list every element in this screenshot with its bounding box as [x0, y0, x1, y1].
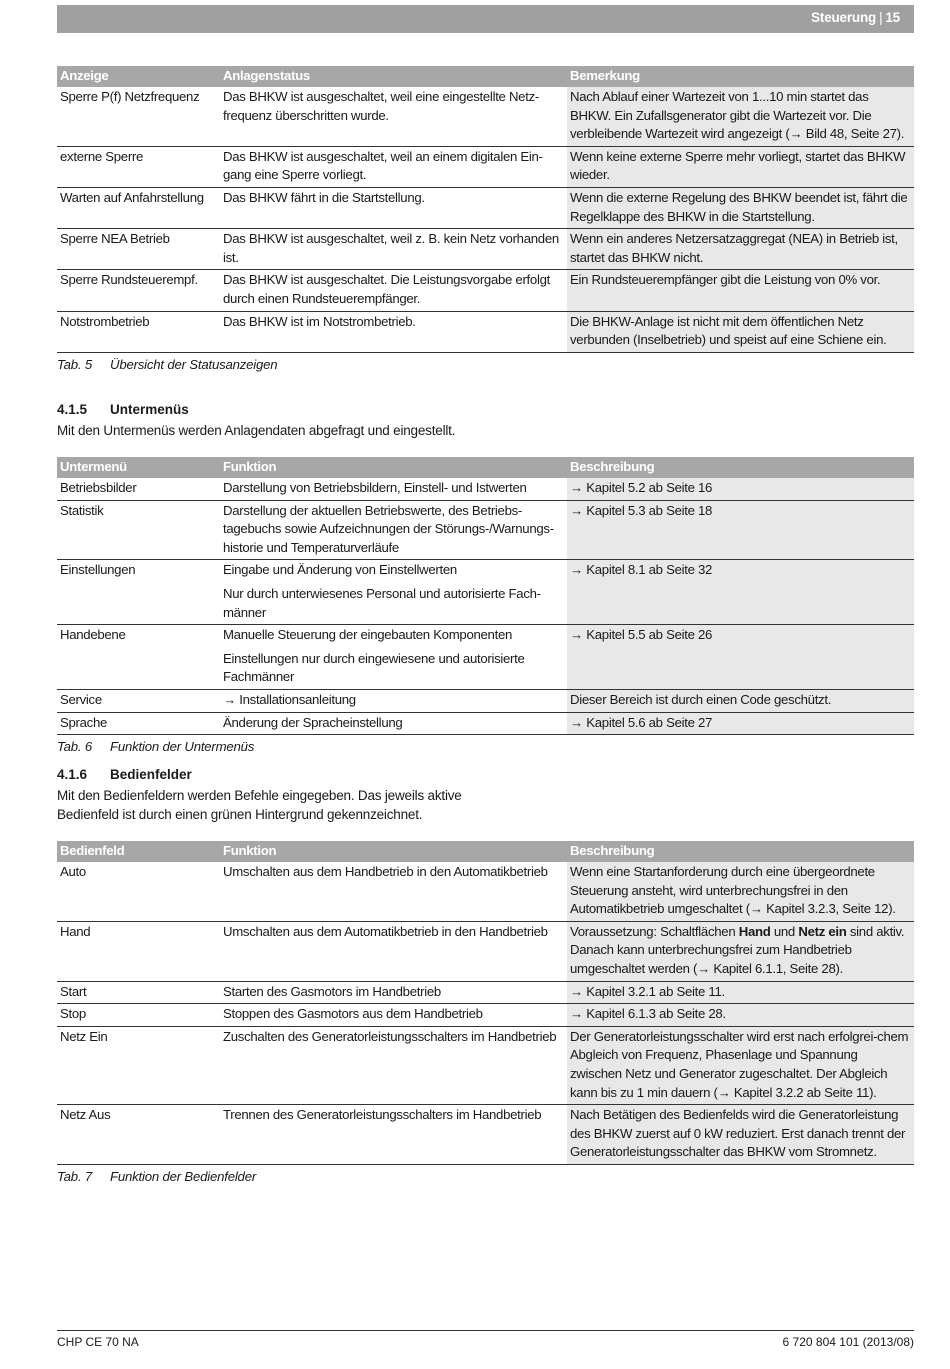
table-cell [567, 187, 914, 228]
footer-doc-number: 6 720 804 101 (2013/08) [782, 1335, 914, 1349]
section-text [57, 787, 914, 824]
table-row [57, 146, 914, 187]
submenu-table [57, 457, 914, 735]
cell-paragraph: → Kapitel 8.1 ab Seite 32 [570, 562, 713, 578]
section-415 [57, 402, 914, 441]
section-heading [57, 402, 914, 417]
cell-paragraph: Stoppen des Gasmotors aus dem Handbetrieb [223, 1006, 483, 1022]
header-separator: | [879, 10, 883, 25]
table-cell [220, 921, 567, 981]
caption-text: Funktion der Bedienfelder [110, 1168, 257, 1184]
table-cell: Statistik [57, 500, 220, 560]
table-caption [57, 739, 914, 754]
table-cell: Netz Aus [57, 1105, 220, 1165]
table-row [57, 87, 914, 146]
page-header-bar [57, 5, 914, 33]
table7-block [57, 841, 914, 1184]
cell-paragraph: Wenn keine externe Sperre mehr vorliegt, startet das BHKW wieder. [570, 148, 906, 183]
caption-number: Tab. 6 [57, 739, 92, 755]
table-cell: Betriebsbilder [57, 478, 220, 500]
cell-paragraph: Das BHKW fährt in die Startstellung. [223, 189, 425, 205]
table-cell: Auto [57, 862, 220, 921]
cell-paragraph: → Kapitel 5.6 ab Seite 27 [570, 714, 713, 730]
table-cell [220, 500, 567, 560]
section-416 [57, 767, 914, 824]
section-heading [57, 767, 914, 782]
table-cell: Handebene [57, 625, 220, 690]
table-cell: Sprache [57, 712, 220, 735]
section-text-line: Mit den Bedienfeldern werden Befehle eingegeben. Das jeweils aktive [57, 788, 462, 803]
table-cell [220, 146, 567, 187]
table-row [57, 689, 914, 712]
control-panel-table [57, 841, 914, 1165]
table-cell [567, 689, 914, 712]
table-cell [220, 1105, 567, 1165]
table-cell: Warten auf Anfahrstellung [57, 187, 220, 228]
footer-product: CHP CE 70 NA [57, 1335, 139, 1349]
cell-paragraph: Ein Rundsteuerempfänger gibt die Leistung von 0% vor. [570, 272, 881, 288]
table-row [57, 270, 914, 311]
table-cell: Sperre P(f) Netzfrequenz [57, 87, 220, 146]
table-cell [220, 1026, 567, 1104]
table-cell [220, 981, 567, 1004]
table-row [57, 500, 914, 560]
table-cell [567, 1105, 914, 1165]
table-row [57, 478, 914, 500]
table-cell: Notstrombetrieb [57, 311, 220, 352]
table-cell: externe Sperre [57, 146, 220, 187]
cell-paragraph: Eingabe und Änderung von Einstellwerten [223, 562, 457, 578]
table-header-cell: Anlagenstatus [220, 66, 567, 87]
table-cell [567, 862, 914, 921]
table-cell [220, 229, 567, 270]
page-header-text [811, 10, 900, 25]
table-header-cell: Funktion [220, 457, 567, 478]
text-span: und [770, 923, 799, 939]
table-cell: Stop [57, 1004, 220, 1027]
cell-paragraph: Das BHKW ist ausgeschaltet, weil eine eingestellte Netz-frequenz überschritten wurde. [223, 89, 539, 123]
table-row [57, 862, 914, 921]
cell-paragraph: Darstellung von Betriebsbildern, Einstell- und Istwerten [223, 480, 527, 495]
table-cell [220, 712, 567, 735]
table-cell [567, 229, 914, 270]
table-cell: Hand [57, 921, 220, 981]
table-header-row [57, 66, 914, 87]
table-header-cell: Beschreibung [567, 841, 914, 862]
table-cell: Sperre NEA Betrieb [57, 229, 220, 270]
table-cell [220, 478, 567, 500]
table-cell [567, 1004, 914, 1027]
cell-paragraph: Nur durch unterwiesenes Personal und autorisierte Fach-männer [223, 585, 541, 620]
table-cell [567, 625, 914, 690]
table-header-cell: Funktion [220, 841, 567, 862]
section-text: Mit den Untermenüs werden Anlagendaten abgefragt und eingestellt. [57, 423, 456, 438]
cell-paragraph: → Installationsanleitung [223, 691, 356, 707]
table-cell [567, 1026, 914, 1104]
cell-paragraph: Nach Ablauf einer Wartezeit von 1...10 min startet das BHKW. Ein Zufallsgenerator gibt die Wartezeit vor. Die verbleibende Wartezeit wird angezeigt (→ Bild 48, Seite 27). [570, 89, 905, 142]
table-cell [220, 689, 567, 712]
table-row [57, 981, 914, 1004]
cell-paragraph: Einstellungen nur durch eingewiesene und autorisierte Fachmänner [223, 650, 525, 685]
table-header-row [57, 457, 914, 478]
cell-paragraph: Zuschalten des Generatorleistungsschalters im Handbetrieb [223, 1028, 557, 1044]
table-header-cell: Anzeige [57, 66, 220, 87]
footer-divider [57, 1330, 914, 1331]
section-number: 4.1.6 [57, 767, 88, 782]
bold-term: Hand [738, 923, 771, 939]
table-row [57, 921, 914, 981]
table-caption [57, 357, 914, 372]
cell-paragraph: Darstellung der aktuellen Betriebswerte, des Betriebs-tagebuchs sowie Aufzeichnungen der Störungs-/Warnungs-historie und Temperaturverläufe [223, 502, 554, 555]
table-row [57, 625, 914, 690]
table-cell [567, 500, 914, 560]
status-table [57, 66, 914, 353]
table-cell: Netz Ein [57, 1026, 220, 1104]
table-cell [567, 270, 914, 311]
table-cell [220, 311, 567, 352]
table-cell [220, 862, 567, 921]
cell-paragraph: Die BHKW-Anlage ist nicht mit dem öffentlichen Netz verbunden (Inselbetrieb) und speist auf eine Schiene ein. [570, 313, 887, 348]
cell-paragraph: → Kapitel 5.2 ab Seite 16 [570, 480, 713, 495]
cell-paragraph: Wenn eine Startanforderung durch eine übergeordnete Steuerung ansteht, wird unterbrechungsfrei in den Automatikbetrieb umgeschaltet (→ Kapitel 3.2.3, Seite 12). [570, 864, 896, 917]
cell-paragraph: Der Generatorleistungsschalter wird erst nach erfolgrei-chem Abgleich von Frequenz, Phasenlage und Spannung zwischen Netz und Generator zugeschaltet. Der Abgleich kann bis zu 1 min dauern (→ Kapitel 3.2.2 ab Seite 11). [570, 1028, 909, 1100]
table-cell [567, 311, 914, 352]
cell-paragraph: Starten des Gasmotors im Handbetrieb [223, 983, 441, 999]
section-title: Untermenüs [110, 402, 189, 417]
text-span: Voraussetzung: Schaltflächen [570, 923, 739, 939]
table-row [57, 1004, 914, 1027]
table-cell [567, 981, 914, 1004]
cell-paragraph: Wenn ein anderes Netzersatzaggregat (NEA) in Betrieb ist, startet das BHKW nicht. [570, 231, 898, 265]
table-caption [57, 1169, 914, 1184]
table-header-row [57, 841, 914, 862]
table-cell [220, 1004, 567, 1027]
table-cell [567, 560, 914, 625]
cell-paragraph: → Kapitel 6.1.3 ab Seite 28. [570, 1006, 726, 1022]
cell-paragraph: → Kapitel 5.5 ab Seite 26 [570, 627, 713, 643]
table-cell: Einstellungen [57, 560, 220, 625]
table-header-cell: Bemerkung [567, 66, 914, 87]
table-cell [567, 87, 914, 146]
table-cell [220, 187, 567, 228]
cell-paragraph: Umschalten aus dem Automatikbetrieb in den Handbetrieb [223, 923, 548, 939]
table-cell [567, 712, 914, 735]
cell-paragraph: Das BHKW ist ausgeschaltet. Die Leistungsvorgabe erfolgt durch einen Rundsteuerempfänger. [223, 272, 550, 306]
table-header-cell: Bedienfeld [57, 841, 220, 862]
cell-paragraph: Manuelle Steuerung der eingebauten Komponenten [223, 627, 513, 643]
table-cell: Start [57, 981, 220, 1004]
section-number: 4.1.5 [57, 402, 88, 417]
cell-paragraph: Umschalten aus dem Handbetrieb in den Automatikbetrieb [223, 864, 548, 879]
table-cell: Service [57, 689, 220, 712]
table-cell [220, 87, 567, 146]
table-row [57, 229, 914, 270]
cell-paragraph: → Kapitel 3.2.1 ab Seite 11. [570, 983, 725, 999]
cell-paragraph: Nach Betätigen des Bedienfelds wird die Generatorleistung des BHKW zuerst auf 0 kW reduziert. Erst danach trennt der Generatorleistungsschalter das BHKW vom Stromnetz. [570, 1107, 906, 1160]
table-cell [567, 921, 914, 981]
bold-term: Netz ein [798, 923, 847, 939]
text-span: sind aktiv. Danach kann unterbrechungsfrei zum Handbetrieb umgeschaltet werden (→ Kapitel 6.1.1, Seite 28). [570, 923, 905, 976]
cell-paragraph: Das BHKW ist ausgeschaltet, weil an einem digitalen Ein-gang eine Sperre vorliegt. [223, 148, 543, 183]
table-cell [220, 625, 567, 690]
table-row [57, 1026, 914, 1104]
caption-number: Tab. 5 [57, 356, 92, 372]
table-cell [567, 146, 914, 187]
caption-number: Tab. 7 [57, 1168, 92, 1184]
cell-paragraph: Dieser Bereich ist durch einen Code geschützt. [570, 691, 832, 707]
table-cell [220, 270, 567, 311]
table-cell [220, 560, 567, 625]
table-row [57, 187, 914, 228]
cell-paragraph [570, 923, 911, 979]
cell-paragraph: Das BHKW ist ausgeschaltet, weil z. B. kein Netz vorhanden ist. [223, 231, 559, 265]
cell-paragraph: → Kapitel 5.3 ab Seite 18 [570, 502, 713, 518]
table-row [57, 1105, 914, 1165]
section-text-line: Bedienfeld ist durch einen grünen Hintergrund gekennzeichnet. [57, 806, 423, 822]
header-page-number: 15 [885, 10, 900, 25]
caption-text: Funktion der Untermenüs [110, 739, 255, 755]
table-header-cell: Beschreibung [567, 457, 914, 478]
table-cell [567, 478, 914, 500]
table-header-cell: Untermenü [57, 457, 220, 478]
section-title: Bedienfelder [110, 767, 192, 782]
cell-paragraph: Änderung der Spracheinstellung [223, 714, 403, 730]
table-row [57, 311, 914, 352]
table-row [57, 712, 914, 735]
table-row [57, 560, 914, 625]
table-cell: Sperre Rundsteuerempf. [57, 270, 220, 311]
header-section: Steuerung [811, 10, 877, 25]
cell-paragraph: Trennen des Generatorleistungsschalters im Handbetrieb [223, 1107, 542, 1123]
cell-paragraph: Wenn die externe Regelung des BHKW beendet ist, fährt die Regelklappe des BHKW in die Startstellung. [570, 189, 908, 224]
table5-block [57, 66, 914, 372]
table6-block [57, 457, 914, 754]
cell-paragraph: Das BHKW ist im Notstrombetrieb. [223, 313, 416, 329]
caption-text: Übersicht der Statusanzeigen [110, 356, 278, 372]
